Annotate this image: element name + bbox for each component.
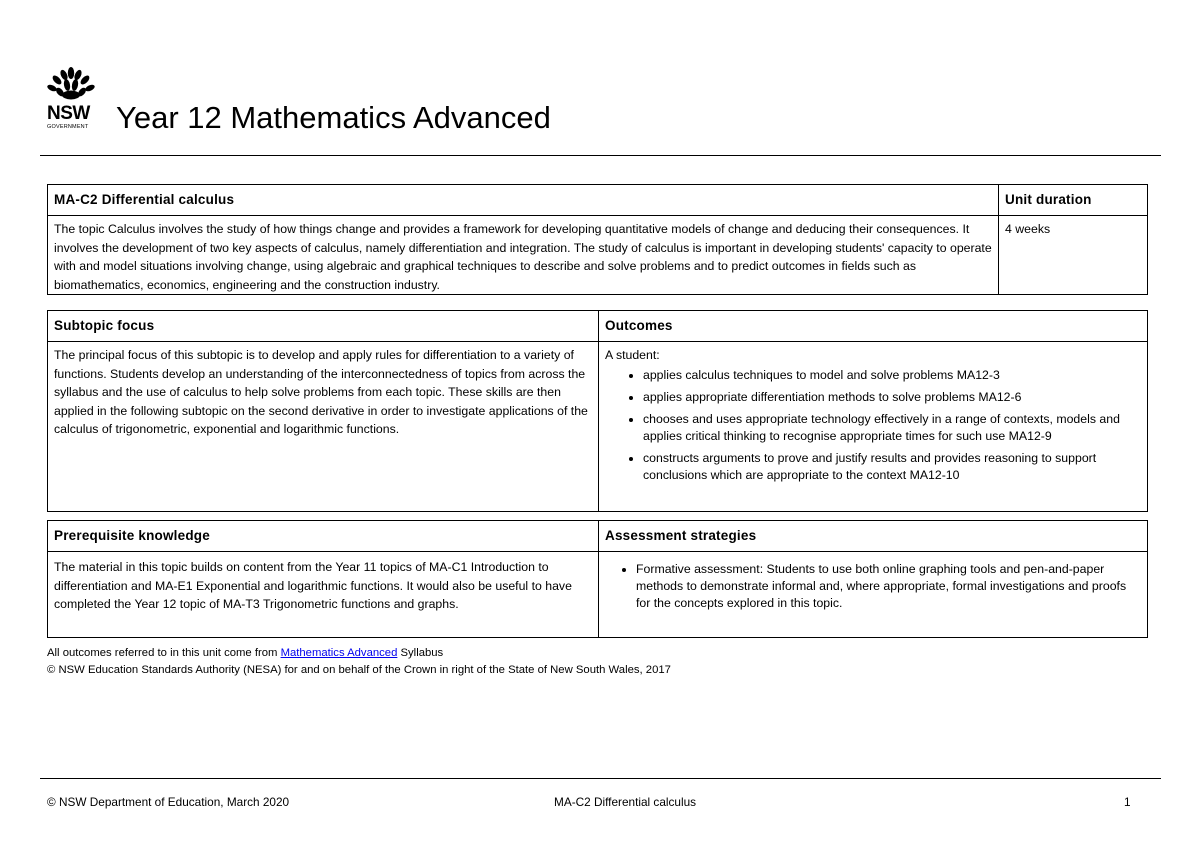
subtopic-focus-header: Subtopic focus (48, 311, 599, 342)
subtopic-outcomes-table (47, 310, 1148, 512)
list-item: • applies calculus techniques to model and solve problems MA12-3 (643, 367, 1141, 384)
outcomes-list (605, 367, 1141, 484)
unit-overview-table (47, 184, 1148, 295)
outcomes-header: Outcomes (599, 311, 1148, 342)
footer-divider (40, 778, 1161, 779)
header-divider (40, 155, 1161, 156)
unit-duration-value: 4 weeks (999, 216, 1148, 295)
prerequisite-header: Prerequisite knowledge (48, 521, 599, 552)
list-item: • constructs arguments to prove and justify results and provides reasoning to support conclusions which are appropriate to the context MA12-10 (643, 450, 1141, 484)
page-number: 1 (1124, 795, 1131, 809)
outcomes-intro: A student: (605, 348, 660, 362)
footer-copyright: © NSW Department of Education, March 2020 (47, 795, 290, 809)
logo-wordmark: NSW (47, 103, 90, 124)
assessment-list (605, 561, 1141, 612)
waratah-icon (47, 66, 95, 102)
subtopic-focus-text: The principal focus of this subtopic is to develop and apply rules for differentiation to a variety of functions. Students develop an understanding of the interconnectedness of topics from across the syllabus and the use of calculus to help solve problems from each topic. These skills are then applied in the following subtopic on the second derivative in order to investigate applications of the calculus of trigonometric, exponential and logarithmic functions. (48, 342, 599, 512)
syllabus-reference-suffix: Syllabus (397, 647, 444, 659)
syllabus-reference-prefix: All outcomes referred to in this unit come from (47, 647, 281, 659)
list-item: • Formative assessment: Students to use both online graphing tools and pen-and-paper methods to demonstrate informal and, where appropriate, formal investigations and proofs for the concepts explored in this topic. (636, 561, 1141, 612)
list-item: • chooses and uses appropriate technology effectively in a range of contexts, models and applies critical thinking to recognise appropriate times for such use MA12-9 (643, 411, 1141, 445)
outcomes-cell (599, 342, 1148, 512)
assessment-cell (599, 552, 1148, 638)
page-title: Year 12 Mathematics Advanced (116, 100, 551, 135)
footer-unit-title: MA-C2 Differential calculus (554, 795, 697, 809)
logo-subtext: GOVERNMENT (47, 124, 89, 130)
syllabus-link[interactable]: Mathematics Advanced (280, 647, 398, 659)
unit-title-header: MA-C2 Differential calculus (48, 185, 999, 216)
syllabus-notes (47, 645, 671, 678)
prerequisite-assessment-table (47, 520, 1148, 638)
assessment-header: Assessment strategies (599, 521, 1148, 552)
syllabus-reference (47, 645, 671, 662)
copyright-notice: © NSW Education Standards Authority (NESA) for and on behalf of the Crown in right of the State of New South Wales, 2017 (47, 663, 671, 676)
prerequisite-text: The material in this topic builds on content from the Year 11 topics of MA-C1 Introduction to differentiation and MA-E1 Exponential and logarithmic functions. It would also be useful to have completed the Year 12 topic of MA-T3 Trigonometric functions and graphs. (48, 552, 599, 638)
document-header (47, 66, 747, 138)
nsw-government-logo (47, 66, 109, 136)
list-item: • applies appropriate differentiation methods to solve problems MA12-6 (643, 389, 1141, 406)
unit-duration-header: Unit duration (999, 185, 1148, 216)
unit-description: The topic Calculus involves the study of how things change and provides a framework for developing quantitative models of change and deducing their consequences. It involves the development of two key aspects of calculus, namely differentiation and integration. The study of calculus is important in developing students' capacity to operate with and model situations involving change, using algebraic and graphical techniques to describe and solve problems and to predict outcomes in fields such as biomathematics, economics, engineering and the construction industry. (48, 216, 999, 295)
